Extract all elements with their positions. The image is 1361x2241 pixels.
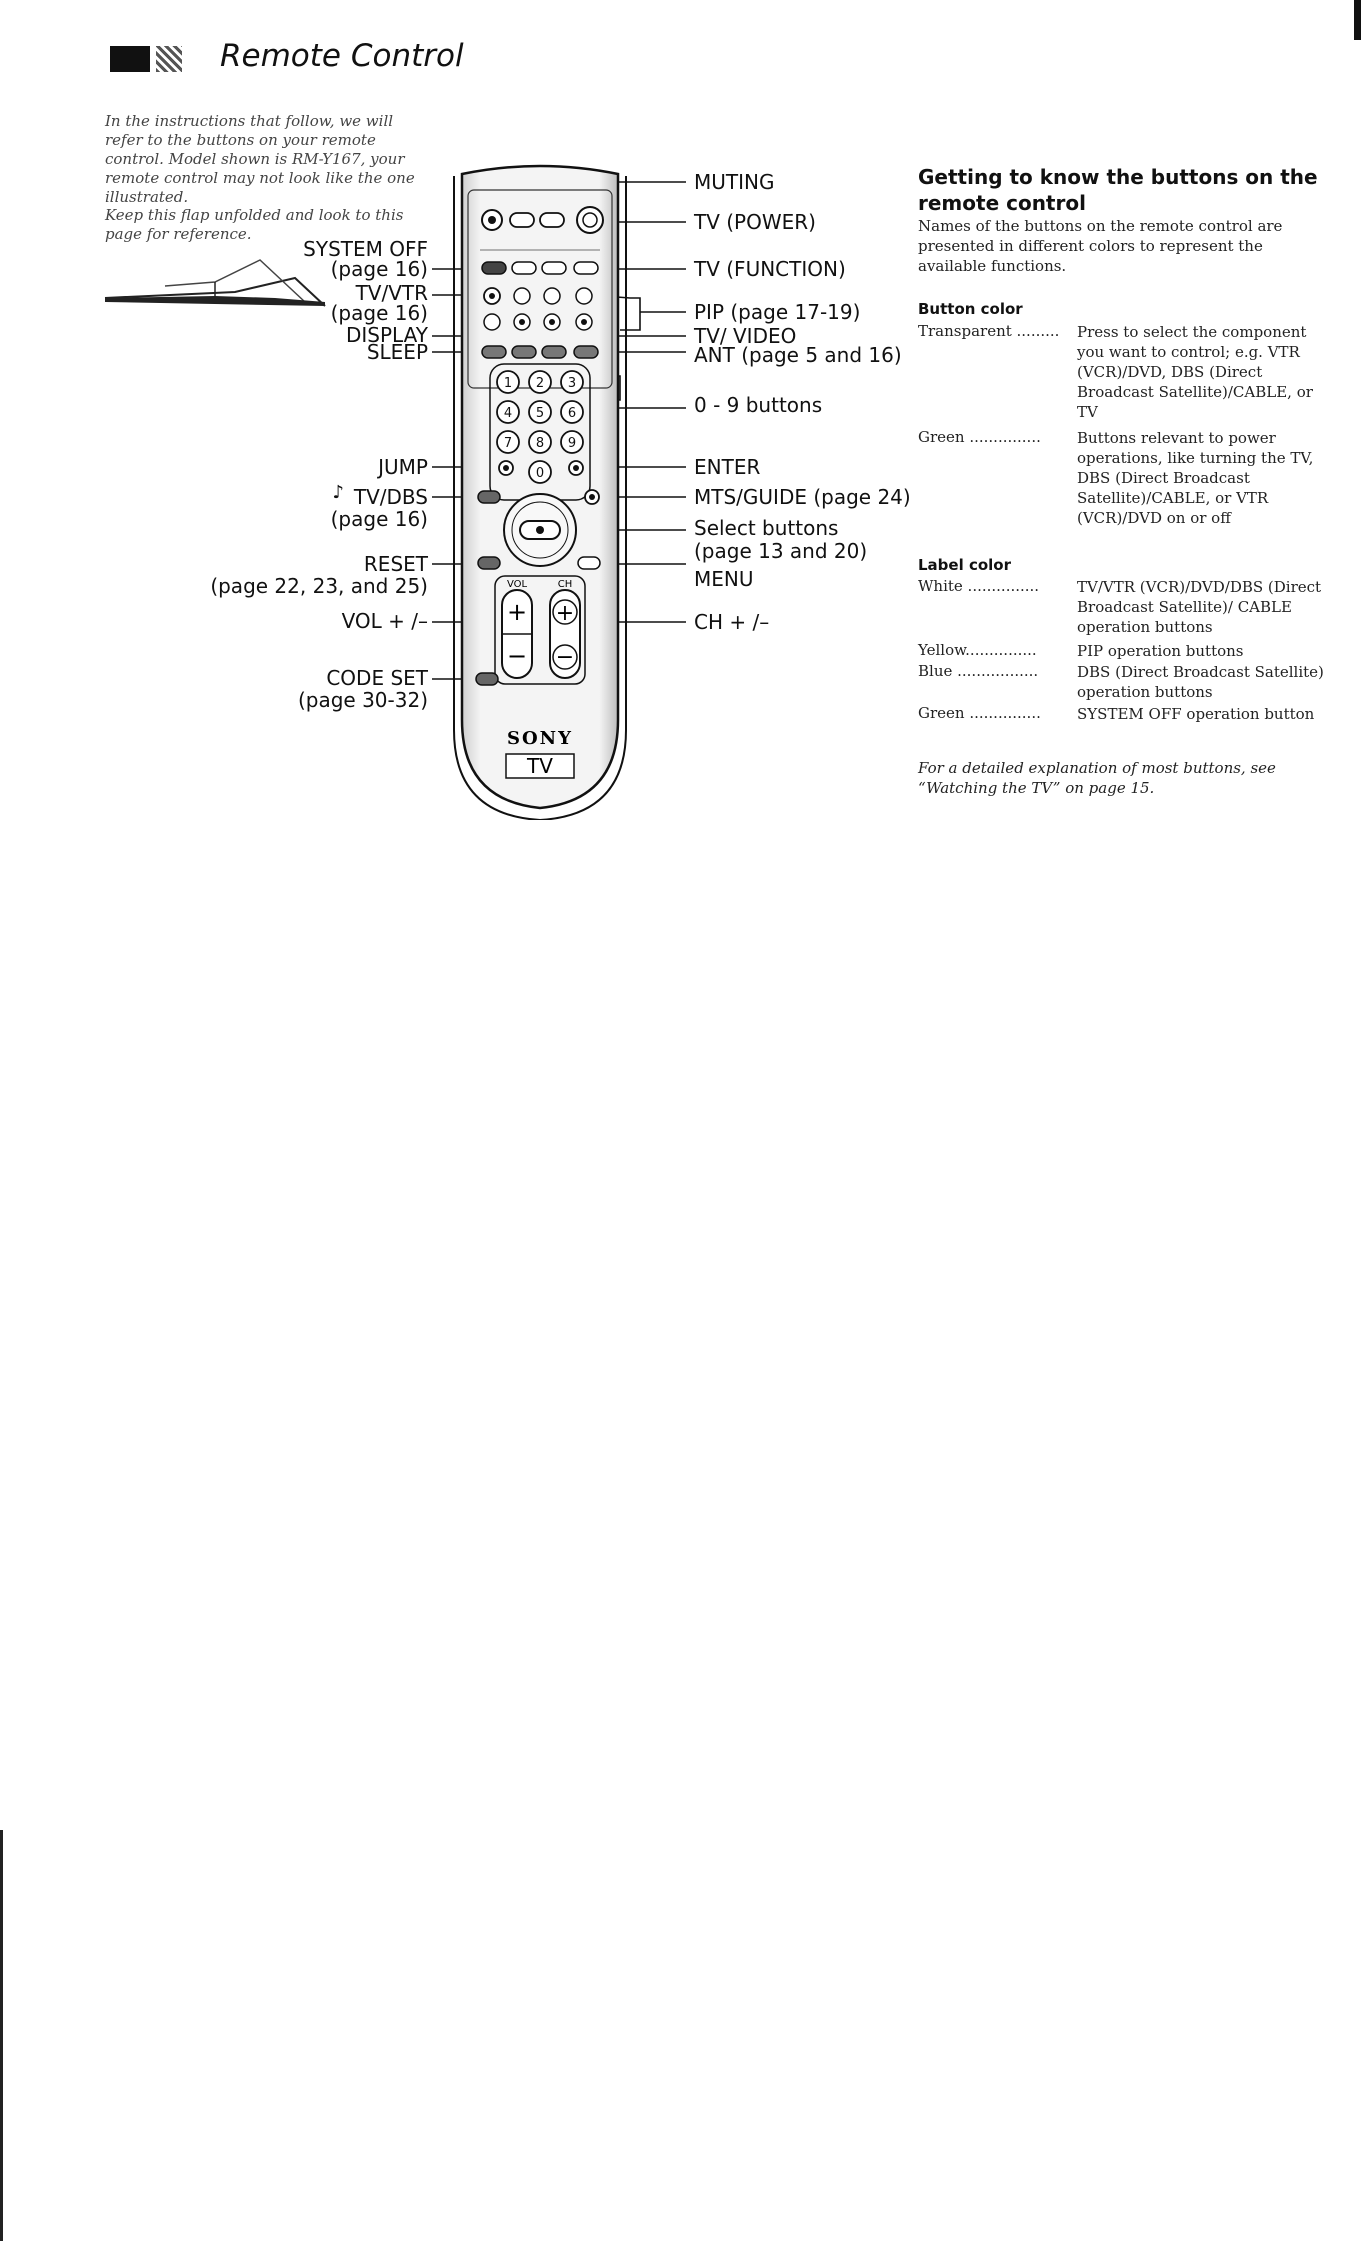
svg-text:−: −	[555, 645, 575, 670]
label-ch: CH + /–	[694, 610, 770, 634]
digit-7: 7	[503, 436, 513, 451]
term-yellow: Yellow...............	[918, 641, 1037, 659]
svg-text:+: +	[555, 601, 575, 626]
digit-0: 0	[535, 466, 545, 481]
ch-key-label: CH	[557, 579, 573, 590]
label-digits: 0 - 9 buttons	[694, 393, 823, 417]
label-enter: ENTER	[694, 455, 761, 479]
label-pip: PIP (page 17-19)	[694, 300, 861, 324]
digit-8: 8	[535, 436, 545, 451]
guide-footnote: For a detailed explanation of most buttons, see “Watching the TV” on page 15.	[918, 759, 1276, 797]
vol-key-label: VOL	[506, 579, 528, 590]
digit-5: 5	[535, 406, 545, 421]
label-display: DISPLAY	[345, 323, 428, 347]
label-tv-video: TV/ VIDEO	[694, 324, 797, 348]
label-system-off: SYSTEM OFF	[303, 237, 428, 261]
digit-1: 1	[503, 376, 513, 391]
def-green-label: SYSTEM OFF operation button	[1077, 705, 1315, 723]
def-white: TV/VTR (VCR)/DVD/DBS (Direct Broadcast Satellite)/ CABLE operation buttons	[1077, 578, 1322, 636]
def-transparent: Press to select the component you want to control; e.g. VTR (VCR)/DVD, DBS (Direct Broadcast Satellite)/CABLE, or TV	[1077, 323, 1313, 421]
digit-4: 4	[503, 406, 513, 421]
intro-flap-note: Keep this flap unfolded and look to this page for reference.	[105, 206, 404, 243]
label-ant: ANT (page 5 and 16)	[694, 343, 902, 367]
sony-logo: SONY	[507, 728, 573, 749]
def-yellow: PIP operation buttons	[1077, 642, 1244, 660]
button-color-heading: Button color	[918, 300, 1023, 318]
label-vol: VOL + /–	[341, 609, 428, 633]
label-select-page: (page 13 and 20)	[694, 539, 868, 563]
label-color-heading: Label color	[918, 556, 1011, 574]
svg-text:−: −	[506, 642, 528, 670]
tv-model-label: TV	[527, 754, 553, 778]
label-tv-function: TV (FUNCTION)	[694, 257, 846, 281]
label-sleep: SLEEP	[366, 340, 428, 364]
label-mts-guide: MTS/GUIDE (page 24)	[694, 485, 911, 509]
digit-6: 6	[567, 406, 577, 421]
music-note-icon: ♪	[332, 482, 344, 503]
guide-title: Getting to know the buttons on the remote control	[918, 165, 1318, 215]
page-title: Remote Control	[220, 38, 464, 74]
term-transparent: Transparent .........	[918, 322, 1060, 340]
term-green-button: Green ...............	[918, 428, 1041, 446]
label-tv-vtr-page: (page 16)	[330, 301, 428, 325]
label-menu: MENU	[694, 567, 754, 591]
digit-3: 3	[567, 376, 577, 391]
label-reset-page: (page 22, 23, and 25)	[210, 574, 428, 598]
digit-2: 2	[535, 376, 545, 391]
label-system-off-page: (page 16)	[330, 257, 428, 281]
intro-paragraph: In the instructions that follow, we will refer to the buttons on your remote control. Model shown is RM-Y167, your remote control may not look like the one illustrated.	[105, 112, 415, 206]
edge-mark	[1354, 0, 1361, 40]
label-tv-dbs: TV/DBS	[353, 485, 428, 509]
label-jump: JUMP	[378, 455, 428, 479]
label-reset: RESET	[363, 552, 428, 576]
label-code-set-page: (page 30-32)	[297, 688, 428, 712]
label-select: Select buttons	[694, 516, 839, 540]
label-tv-power: TV (POWER)	[694, 210, 816, 234]
edge-line	[0, 1830, 3, 2241]
label-tv-dbs-page: (page 16)	[330, 507, 428, 531]
label-tv-vtr: TV/VTR	[355, 281, 428, 305]
label-code-set: CODE SET	[326, 666, 428, 690]
def-green-button: Buttons relevant to power operations, like turning the TV, DBS (Direct Broadcast Satellite)/CABLE, or VTR (VCR)/DVD on or off	[1077, 429, 1314, 527]
term-blue: Blue .................	[918, 662, 1039, 680]
svg-text:+: +	[506, 598, 528, 626]
term-green-label: Green ...............	[918, 704, 1041, 722]
term-white: White ...............	[918, 577, 1040, 595]
digit-9: 9	[567, 436, 577, 451]
def-blue: DBS (Direct Broadcast Satellite) operation buttons	[1077, 663, 1324, 701]
label-muting: MUTING	[694, 170, 775, 194]
remote-control-illustration	[440, 160, 640, 820]
guide-description: Names of the buttons on the remote control are presented in different colors to represent the available functions.	[918, 217, 1283, 275]
